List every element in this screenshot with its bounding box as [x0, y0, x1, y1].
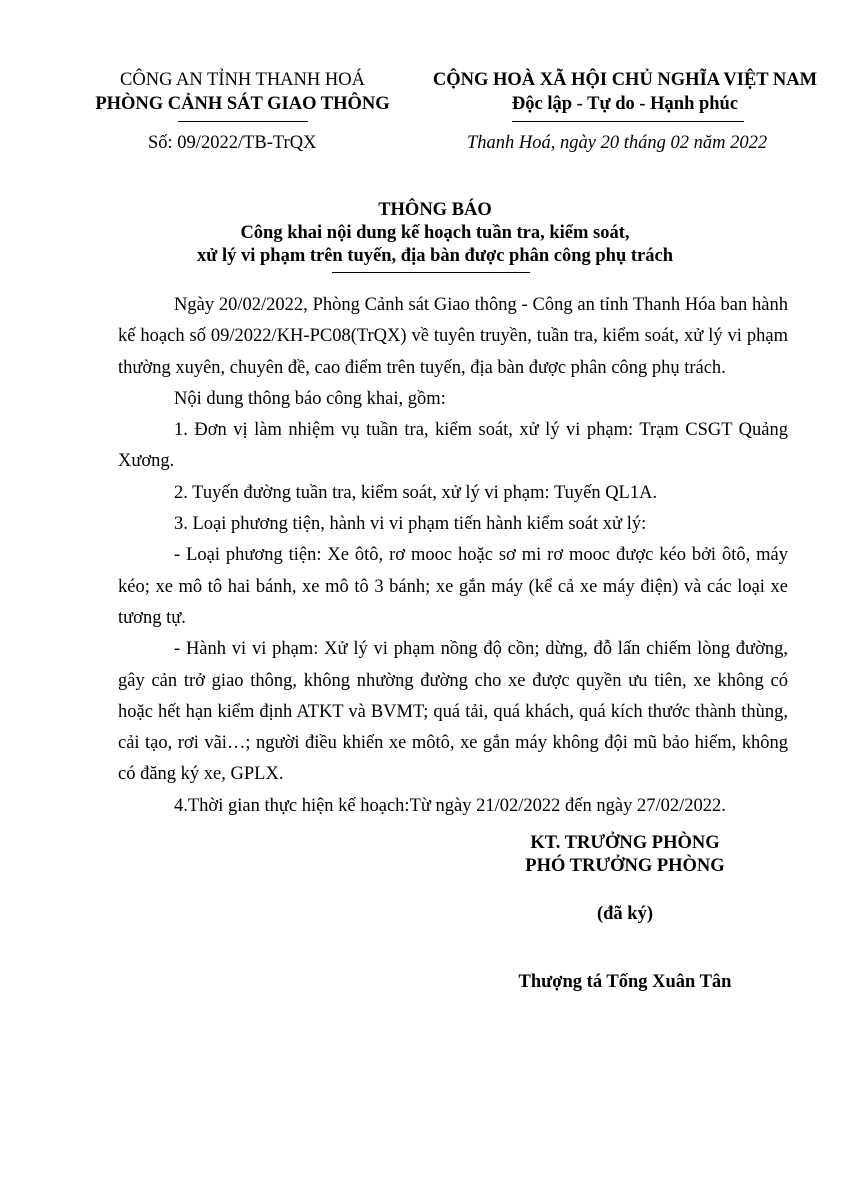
department-name: PHÒNG CẢNH SÁT GIAO THÔNG — [95, 94, 390, 114]
title-subline-2: xử lý vi phạm trên tuyến, địa bàn được phân công phụ trách — [196, 246, 674, 266]
title-underline — [332, 272, 530, 273]
document-body — [118, 290, 788, 822]
signer-name: Thượng tá Tống Xuân Tân — [518, 972, 732, 992]
body-paragraph: 2. Tuyến đường tuần tra, kiểm soát, xử lý vi phạm: Tuyến QL1A. — [174, 482, 658, 503]
agency-header — [95, 68, 390, 116]
body-paragraph: 3. Loại phương tiện, hành vi vi phạm tiến hành kiểm soát xử lý: — [174, 514, 647, 535]
motto-underline — [512, 121, 744, 122]
signature-line-2: PHÓ TRƯỞNG PHÒNG — [525, 856, 725, 876]
document-title — [90, 199, 780, 268]
title-main: THÔNG BÁO — [378, 200, 492, 220]
signed-note: (đã ký) — [596, 904, 654, 924]
motto: Độc lập - Tự do - Hạnh phúc — [511, 94, 739, 114]
body-paragraph: Ngày 20/02/2022, Phòng Cảnh sát Giao thông - Công an tỉnh Thanh Hóa ban hành kế hoạch số 09/2022/KH-PC08(TrQX) về tuyên truyền, tuần tra, kiểm soát, xử lý vi phạm thường xuyên, chuyên đề, cao điểm trên tuyến, địa bàn được phân công phụ trách. — [118, 295, 788, 378]
body-paragraph: 1. Đơn vị làm nhiệm vụ tuần tra, kiểm soát, xử lý vi phạm: Trạm CSGT Quảng Xương. — [118, 420, 788, 472]
signature-line-1: KT. TRƯỞNG PHÒNG — [530, 833, 720, 853]
title-subline-1: Công khai nội dung kế hoạch tuần tra, kiểm soát, — [240, 223, 630, 243]
country-name: CỘNG HOÀ XÃ HỘI CHỦ NGHĨA VIỆT NAM — [432, 70, 818, 90]
agency-name: CÔNG AN TỈNH THANH HOÁ — [120, 70, 365, 90]
body-paragraph: - Hành vi vi phạm: Xử lý vi phạm nồng độ cồn; dừng, đỗ lấn chiếm lòng đường, gây cản trở giao thông, không nhường đường cho xe được quyền ưu tiên, xe không có hoặc hết hạn kiểm định ATKT và BVMT; quá tải, quá khách, quá kích thước thành thùng, cải tạo, rơi vãi…; người điều khiển xe môtô, xe gắn máy không đội mũ bảo hiểm, không có đăng ký xe, GPLX. — [118, 639, 788, 785]
national-header — [425, 68, 825, 116]
body-paragraph: - Loại phương tiện: Xe ôtô, rơ mooc hoặc sơ mi rơ mooc được kéo bởi ôtô, máy kéo; xe mô tô hai bánh, xe mô tô 3 bánh; xe gắn máy (kể cả xe máy điện) và các loại xe tương tự. — [118, 545, 788, 628]
body-paragraph: 4.Thời gian thực hiện kế hoạch:Từ ngày 21/02/2022 đến ngày 27/02/2022. — [174, 795, 726, 816]
agency-underline — [178, 121, 308, 122]
body-paragraph: Nội dung thông báo công khai, gồm: — [174, 388, 446, 409]
place-and-date: Thanh Hoá, ngày 20 tháng 02 năm 2022 — [467, 133, 768, 153]
signature-title — [480, 832, 770, 878]
document-number: Số: 09/2022/TB-TrQX — [148, 133, 317, 153]
